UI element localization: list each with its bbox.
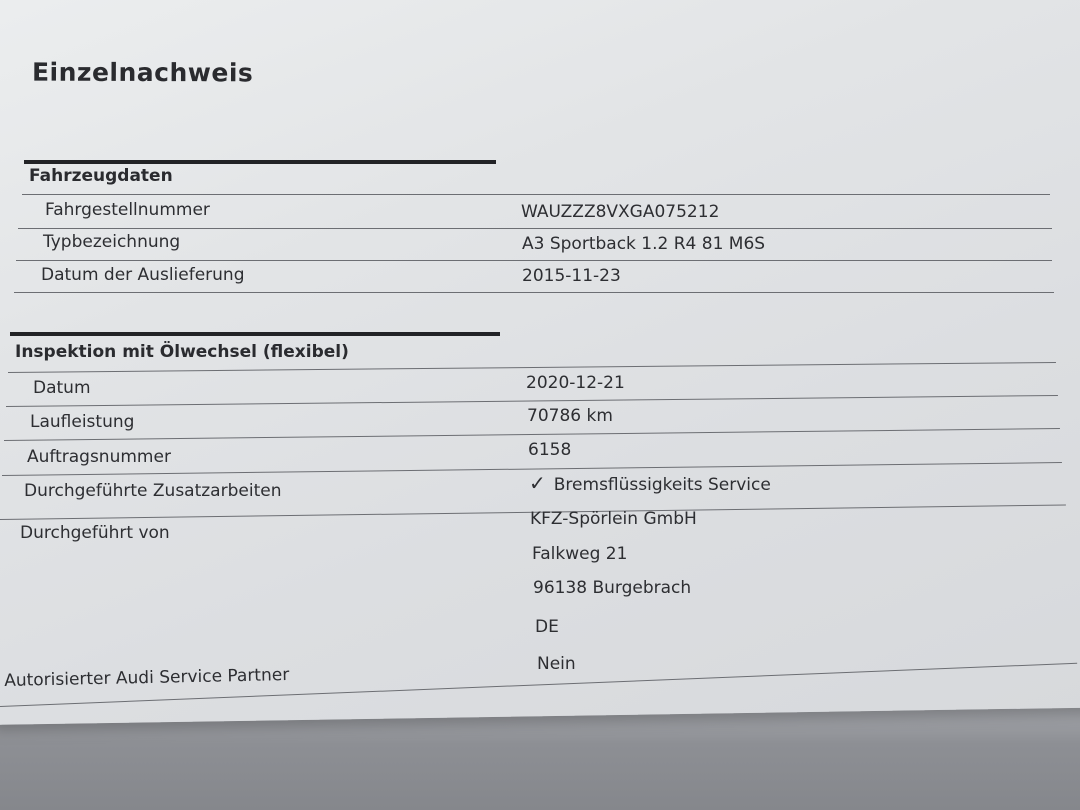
section-title-inspection: Inspektion mit Ölwechsel (flexibel) [15, 342, 349, 362]
table-rule [18, 228, 1052, 229]
vehicle-label-delivery: Datum der Auslieferung [41, 265, 245, 285]
inspection-label-order: Auftragsnummer [27, 447, 171, 467]
document-title: Einzelnachweis [31, 57, 254, 88]
inspection-value-performed-by: KFZ-Spörlein GmbH [530, 509, 697, 529]
address-city: 96138 Burgebrach [533, 578, 692, 598]
extra-work-text: Bremsflüssigkeits Service [553, 475, 771, 495]
vehicle-label-type: Typbezeichnung [43, 232, 181, 252]
inspection-label-performed-by: Durchgeführt von [20, 523, 170, 543]
inspection-value-date: 2020-12-21 [526, 373, 625, 393]
section-divider [24, 160, 496, 164]
inspection-value-extra-work [529, 471, 771, 495]
address-street: Falkweg 21 [532, 544, 628, 564]
address-country: DE [535, 617, 559, 637]
inspection-label-extra-work: Durchgeführte Zusatzarbeiten [24, 481, 282, 501]
inspection-label-partner: Autorisierter Audi Service Partner [4, 665, 290, 691]
vehicle-value-delivery: 2015-11-23 [522, 266, 621, 286]
inspection-label-mileage: Laufleistung [30, 412, 135, 432]
section-divider [10, 332, 500, 336]
table-rule [22, 194, 1050, 195]
inspection-value-partner: Nein [537, 654, 576, 674]
vehicle-value-vin: WAUZZZ8VXGA075212 [521, 202, 720, 222]
inspection-value-order: 6158 [528, 440, 572, 460]
checkmark-icon: ✓ [529, 471, 546, 495]
table-rule [14, 292, 1054, 293]
inspection-label-date: Datum [33, 378, 91, 398]
inspection-value-mileage: 70786 km [527, 406, 613, 426]
table-rule [16, 260, 1052, 261]
vehicle-label-vin: Fahrgestellnummer [45, 200, 210, 220]
vehicle-value-type: A3 Sportback 1.2 R4 81 M6S [522, 234, 766, 254]
section-title-vehicle: Fahrzeugdaten [29, 166, 173, 186]
